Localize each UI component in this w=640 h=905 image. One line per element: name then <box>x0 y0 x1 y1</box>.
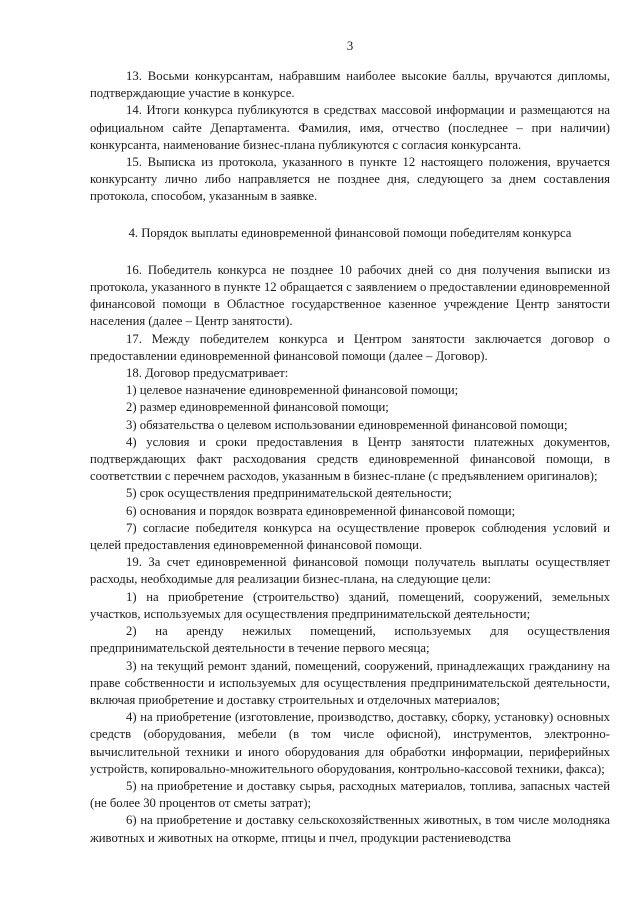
list-item-18-4: 4) условия и сроки предоставления в Центр занятости платежных документов, подтверждающих факт расходования средств единовременной финансовой помощи, в соответствии с перечнем расходов, указанным в бизнес-плане (с предъявлением оригиналов); <box>90 434 610 484</box>
paragraph-19: 19. За счет единовременной финансовой помощи получатель выплаты осуществляет расходы, необходимые для реализации бизнес-плана, на следующие цели: <box>90 555 610 587</box>
list-item-19-3: 3) на текущий ремонт зданий, помещений, сооружений, принадлежащих гражданину на праве собственности и используемых для осуществления предпринимательской деятельности, включая приобретение и доставку строительных и отделочных материалов; <box>90 658 610 707</box>
paragraph-16: 16. Победитель конкурса не позднее 10 рабочих дней со дня получения выписки из протокола, указанного в пункте 12 обращается с заявлением о предоставлении единовременной финансовой помощи в Областное государственное казенное учреждение Центр занятости населения (далее – Центр занятости). <box>90 262 610 329</box>
paragraph-18: 18. Договор предусматривает: <box>126 366 289 381</box>
list-item-18-6: 6) основания и порядок возврата единовременной финансовой помощи; <box>126 503 516 518</box>
list-item-18-3: 3) обязательства о целевом использовании единовременной финансовой помощи; <box>126 417 568 432</box>
paragraph-17: 17. Между победителем конкурса и Центром занятости заключается договор о предоставлении единовременной финансовой помощи (далее – Договор). <box>90 331 610 363</box>
list-item-19-4: 4) на приобретение (изготовление, производство, доставку, сборку, установку) основных средств (оборудования, мебели (в том числе офисной), инструментов, электронно-вычислительной техники и иного оборудования для обработки информации, периферийных устройств, копировально-множительного оборудования, контрольно-кассовой техники, факса); <box>90 710 610 776</box>
document-page <box>90 0 610 905</box>
section-heading: 4. Порядок выплаты единовременной финансовой помощи победителям конкурса <box>128 225 572 240</box>
list-item-19-2: 2) на аренду нежилых помещений, используемых для осуществления предпринимательской деятельности в течение первого месяца; <box>90 624 610 656</box>
list-item-19-1: 1) на приобретение (строительство) зданий, помещений, сооружений, земельных участков, используемых для осуществления предпринимательской деятельности; <box>90 589 610 621</box>
list-item-18-1: 1) целевое назначение единовременной финансовой помощи; <box>126 383 459 398</box>
paragraph-14: 14. Итоги конкурса публикуются в средствах массовой информации и размещаются на официальном сайте Департамента. Фамилия, имя, отчество (последнее – при наличии) конкурсанта, наименование бизнес-плана публикуются с согласия конкурсанта. <box>90 103 610 152</box>
list-item-18-7: 7) согласие победителя конкурса на осуществление проверок соблюдения условий и целей предоставления единовременной финансовой помощи. <box>90 520 610 553</box>
paragraph-15: 15. Выписка из протокола, указанного в пункте 12 настоящего положения, вручается конкурсанту лично либо направляется не позднее дня, следующего за днем составления протокола, способом, указанным в заявке. <box>90 155 610 204</box>
list-item-19-5: 5) на приобретение и доставку сырья, расходных материалов, топлива, запасных частей (не более 30 процентов от сметы затрат); <box>90 778 610 811</box>
list-item-19-6: 6) на приобретение и доставку сельскохозяйственных животных, в том числе молодняка животных и животных на откорме, птицы и пчел, продукции растениеводства <box>90 813 610 845</box>
document-body <box>90 68 610 847</box>
list-item-18-2: 2) размер единовременной финансовой помощи; <box>126 400 389 415</box>
page-number: 3 <box>346 38 354 53</box>
paragraph-13: 13. Восьми конкурсантам, набравшим наиболее высокие баллы, вручаются дипломы, подтверждающие участие в конкурсе. <box>90 69 610 101</box>
list-item-18-5: 5) срок осуществления предпринимательской деятельности; <box>126 486 452 501</box>
